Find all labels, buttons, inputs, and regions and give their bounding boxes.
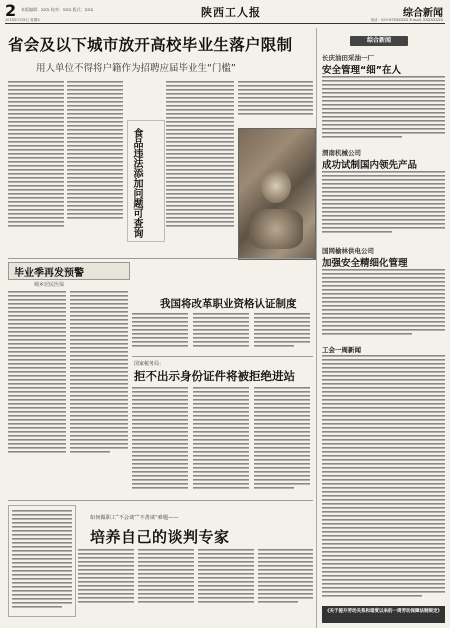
- right-a1-headline: 长庆油田采油一厂: [322, 54, 374, 62]
- right-a3-sub: 加强安全精细化管理: [322, 258, 408, 269]
- right-a2-sub: 成功试制国内领先产品: [322, 160, 418, 171]
- right-a1-body: [322, 75, 445, 141]
- right-a4-body: [322, 354, 445, 602]
- date-line: 2014年5月X日 星期X: [5, 18, 40, 22]
- middle-rule: [8, 258, 313, 259]
- masthead-rule: [5, 23, 445, 24]
- paper-name: 陕西工人报: [201, 6, 261, 19]
- qualification-body: [132, 312, 312, 352]
- footer-banner: [322, 606, 445, 623]
- right-tag-label: 综合新闻: [366, 37, 391, 44]
- right-tag: [350, 36, 408, 46]
- labor-headline: 培养自己的谈判专家: [90, 528, 230, 546]
- lead-body-col-2: [67, 80, 123, 225]
- id-rule: [132, 356, 313, 357]
- lead-subheadline: 用人单位不得将户籍作为招聘应届毕业生“门槛”: [36, 63, 236, 74]
- graduation-subheadline: 城乡居民医保: [34, 282, 65, 288]
- right-meta: 电话：029-87XXXXXX E-mail: XXXXXXXX: [370, 18, 443, 22]
- id-kicker: 国家税务局：: [134, 361, 165, 367]
- graduation-body: [8, 290, 128, 460]
- labor-kicker: 如何做职工“不会谈”“不善谈”难题——: [90, 515, 179, 521]
- divider-right: [316, 28, 317, 628]
- right-a1-sub: 安全管理“细”在人: [322, 65, 401, 76]
- graduation-headline: 毕业季再发预警: [14, 268, 84, 279]
- lead-body-col-3: [166, 80, 234, 230]
- id-headline: 拒不出示身份证件将被拒绝进站: [134, 369, 295, 383]
- right-a4-headline: 工会一周新闻: [322, 346, 361, 354]
- id-body: [132, 386, 312, 496]
- qualification-headline: 我国将改革职业资格认证制度: [160, 298, 297, 310]
- lead-body-col-4: [238, 80, 313, 116]
- page-number: 2: [5, 1, 17, 20]
- lead-body-col-1: [8, 80, 64, 230]
- footer-banner-text: 《关于提升劳动关系和谐度以来的一周劳动保障法制规定》: [325, 609, 442, 614]
- labor-sidebar-box: [8, 505, 76, 617]
- right-a2-headline: 渭南机械公司: [322, 149, 361, 157]
- bottom-rule: [8, 500, 313, 501]
- right-a3-body: [322, 268, 445, 338]
- left-meta: 本版编辑：XXX 校对：XXX 版式：XXX: [21, 7, 94, 12]
- food-safety-headline: 食品违法添加问题可查询: [131, 128, 142, 238]
- lead-body-col-5: [276, 128, 313, 228]
- section-label: 综合新闻: [403, 8, 443, 19]
- lead-headline: 省会及以下城市放开高校毕业生落户限制: [8, 36, 293, 54]
- right-a2-body: [322, 170, 445, 238]
- labor-body: [78, 548, 313, 610]
- masthead: [5, 3, 445, 23]
- right-a3-headline: 国网榆林供电公司: [322, 247, 374, 255]
